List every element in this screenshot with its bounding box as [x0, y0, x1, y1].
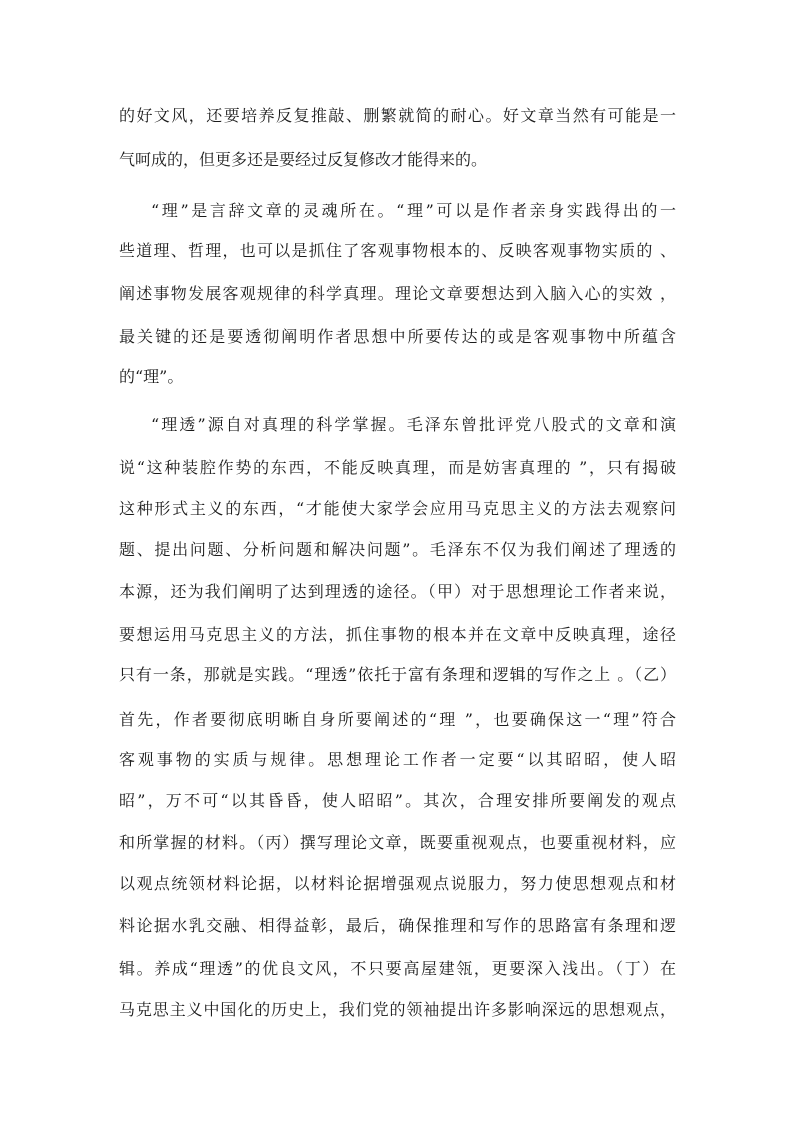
- text-line-19: 以观点统领材料论据，以材料论据增强观点说服力，努力使思想观点和材: [119, 874, 676, 893]
- text-line-9: 说“这种装腔作势的东西，不能反映真理，而是妨害真理的 ”，只有揭破: [119, 458, 676, 477]
- text-line-17: 昭”，万不可“以其昏昏，使人昭昭”。其次，合理安排所要阐发的观点: [119, 791, 676, 810]
- text-line-1: 的好文风，还要培养反复推敲、删繁就简的耐心。好文章当然有可能是一: [119, 106, 676, 125]
- text-line-22: 马克思主义中国化的历史上，我们党的领袖提出许多影响深远的思想观点，: [119, 1000, 676, 1019]
- text-line-7: 的“理”。: [119, 367, 184, 386]
- text-line-4: 些道理、哲理，也可以是抓住了客观事物根本的、反映客观事物实质的 、: [119, 241, 676, 260]
- text-line-10: 这种形式主义的东西，“才能使大家学会应用马克思主义的方法去观察问: [119, 499, 676, 518]
- text-line-3: “理”是言辞文章的灵魂所在。“理”可以是作者亲身实践得出的一: [151, 201, 676, 220]
- text-line-14: 只有一条，那就是实践。“理透”依托于富有条理和逻辑的写作之上 。（乙）: [119, 665, 676, 684]
- text-line-8: “理透”源自对真理的科学掌握。毛泽东曾批评党八股式的文章和演: [151, 415, 676, 434]
- text-line-11: 题、提出问题、分析问题和解决问题”。毛泽东不仅为我们阐述了理透的: [119, 540, 676, 559]
- text-line-18: 和所掌握的材料。（丙）撰写理论文章，既要重视观点，也要重视材料，应: [119, 833, 676, 852]
- text-line-15: 首先，作者要彻底明晰自身所要阐述的“理 ”，也要确保这一“理”符合: [119, 710, 676, 729]
- text-line-20: 料论据水乳交融、相得益彰，最后，确保推理和写作的思路富有条理和逻: [119, 916, 676, 935]
- text-line-2: 气呵成的，但更多还是要经过反复修改才能得来的。: [119, 150, 488, 169]
- text-line-13: 要想运用马克思主义的方法，抓住事物的根本并在文章中反映真理，途径: [119, 625, 676, 644]
- text-line-16: 客观事物的实质与规律。思想理论工作者一定要“以其昭昭，使人昭: [119, 750, 676, 769]
- text-line-6: 最关键的还是要透彻阐明作者思想中所要传达的或是客观事物中所蕴含: [119, 327, 676, 346]
- text-line-5: 阐述事物发展客观规律的科学真理。理论文章要想达到入脑入心的实效 ，: [119, 284, 676, 303]
- text-line-21: 辑。养成“理透”的优良文风，不只要高屋建瓴，更要深入浅出。（丁）在: [119, 959, 676, 978]
- text-line-12: 本源，还为我们阐明了达到理透的途径。（甲）对于思想理论工作者来说，: [119, 582, 676, 601]
